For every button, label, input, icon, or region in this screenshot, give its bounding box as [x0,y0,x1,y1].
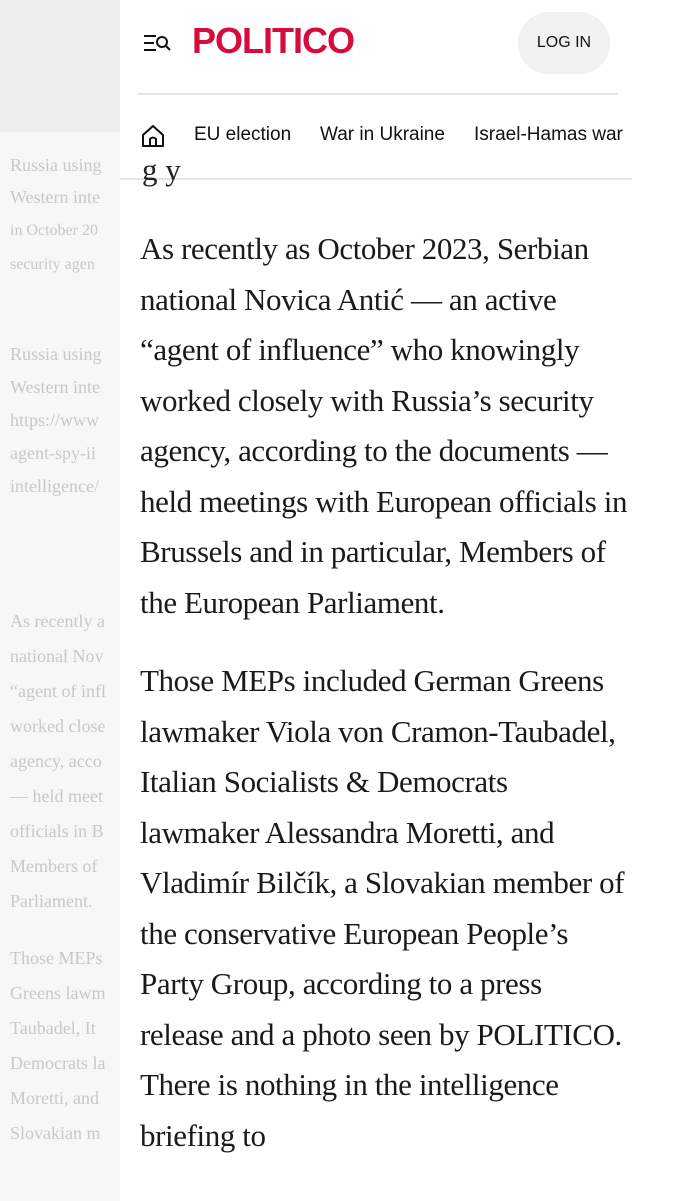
background-text-line: agency, acco [10,751,102,771]
background-text-line: Russia using [10,344,102,364]
section-nav-scroller[interactable] [120,95,623,179]
background-text-line: Parliament. [10,891,93,911]
background-text-line: — held meet [10,786,103,806]
background-text-line: Those MEPs [10,948,103,968]
article-panel [120,0,676,1201]
background-text-line: Greens lawm [10,983,106,1003]
politico-logo[interactable]: POLITICO [192,20,354,61]
section-nav [120,95,676,179]
background-text-line: Taubadel, It [10,1018,96,1038]
background-text-line: Moretti, and [10,1088,99,1108]
background-text-line: Members of [10,856,98,876]
background-text-line: security agen [10,256,95,273]
background-text-line: national Nov [10,646,104,666]
nav-item-israel-hamas-war[interactable]: Israel-Hamas war [474,124,623,145]
background-text-line: As recently a [10,611,105,631]
home-icon[interactable] [140,123,166,149]
site-header [120,0,620,92]
background-image-placeholder [0,0,122,132]
article-paragraph: Those MEPs included German Greens lawmaker Viola von Cramon-Taubadel, Italian Socialists & Democrats lawmaker Alessandra Moretti, and Vladimír Bilčík, a Slovakian member of the conservative European People’s Party Group, according to a press release and a photo seen by POLITICO. There is nothing in the intelligence briefing to [140,663,625,1153]
background-text-line: Western inte [10,187,101,207]
background-text-line: intelligence/ [10,476,99,496]
article-body [140,224,630,1189]
nav-item-war-in-ukraine[interactable]: War in Ukraine [320,124,445,145]
article-paragraph: As recently as October 2023, Serbian national Novica Antić — an active “agent of influence” who knowingly worked closely with Russia’s security agency, according to the documents — held meetings with European officials in Brussels and in particular, Members of the European Parliament. [140,231,628,620]
background-text-line: worked close [10,716,106,736]
background-text-line: officials in B [10,821,104,841]
background-text-line: Western inte [10,377,101,397]
background-text-line: Russia using [10,155,102,175]
background-text-line: in October 20 [10,222,98,239]
background-text-line: agent-spy-ii [10,443,96,463]
background-text-line: https://www [10,410,100,430]
nav-item-eu-election[interactable]: EU election [194,124,292,145]
background-text-line: Slovakian m [10,1123,101,1143]
menu-search-icon[interactable] [142,30,172,56]
login-button[interactable]: LOG IN [518,12,610,74]
clipped-text-line: g y [142,152,181,187]
background-text-line: Democrats la [10,1053,106,1073]
background-text-line: “agent of infl [10,681,106,701]
background-page [0,0,122,1201]
